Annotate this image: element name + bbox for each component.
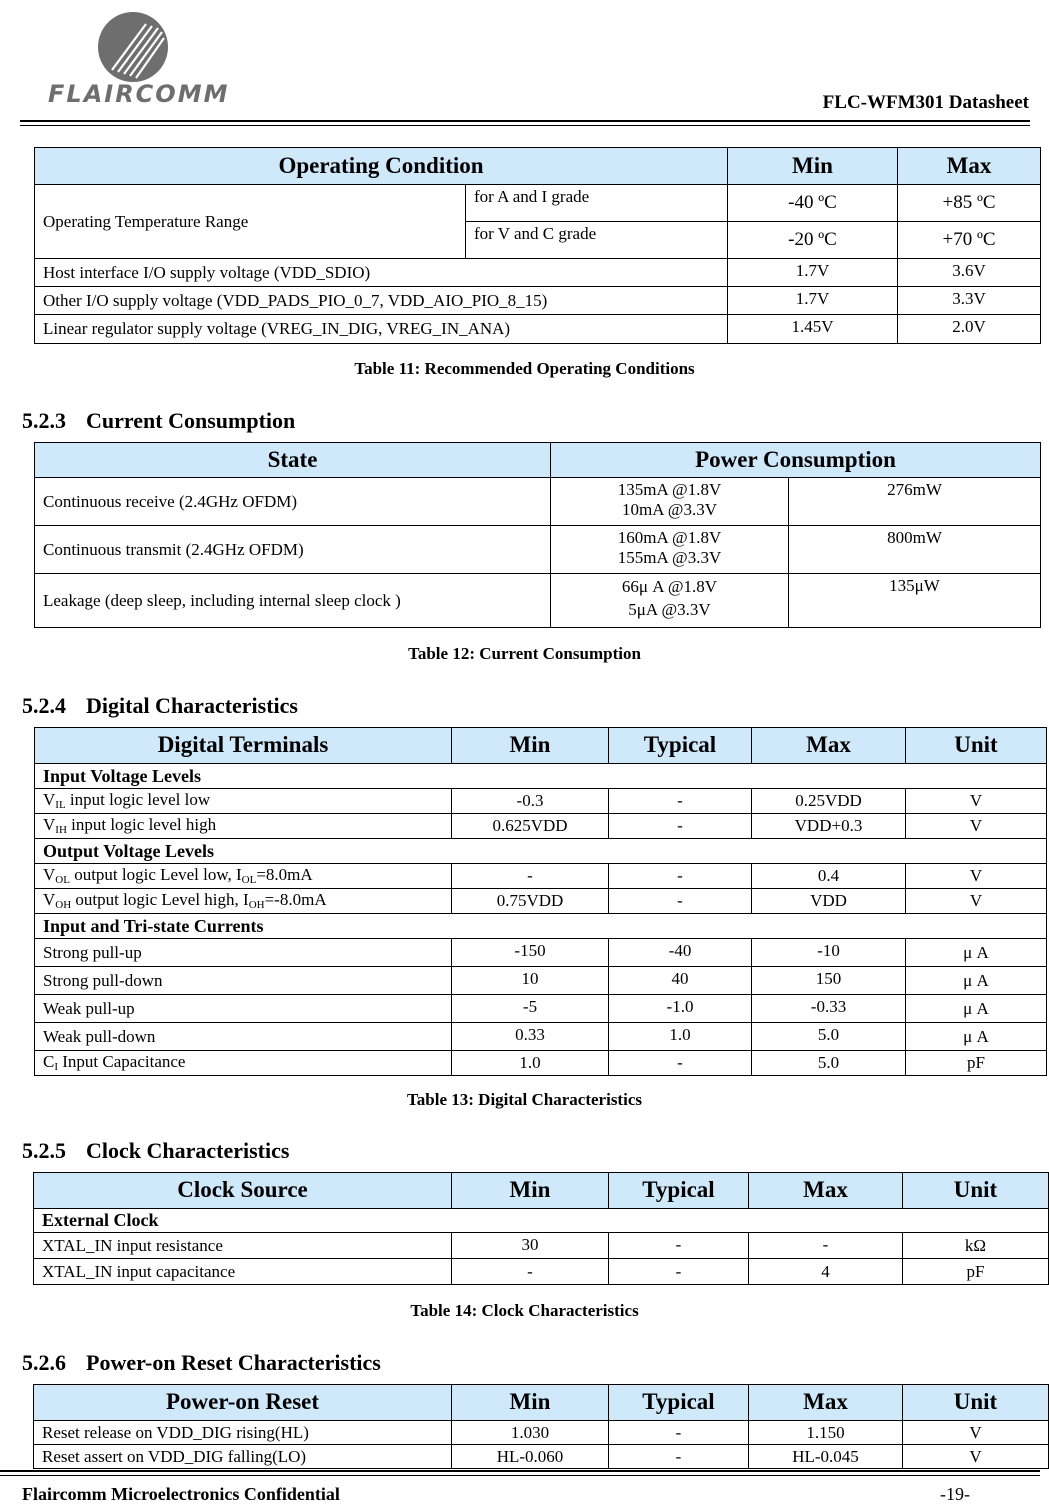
section-heading bbox=[22, 408, 295, 434]
col-header-unit: Unit bbox=[906, 728, 1047, 764]
symbol-subscript: OH bbox=[248, 899, 265, 912]
current-cell bbox=[551, 478, 789, 526]
cell-min: -20 ºC bbox=[728, 222, 898, 259]
label-text: =8.0mA bbox=[256, 865, 313, 885]
col-header-power-on-reset: Power-on Reset bbox=[34, 1385, 452, 1421]
cell-min: - bbox=[452, 864, 609, 889]
power-value: 800mW bbox=[789, 526, 1041, 574]
cell-typical: - bbox=[609, 1445, 749, 1469]
cell-typical: -1.0 bbox=[609, 995, 752, 1023]
cell-max: -0.33 bbox=[752, 995, 906, 1023]
col-header-min: Min bbox=[452, 1385, 609, 1421]
col-header-typical: Typical bbox=[609, 1173, 749, 1209]
symbol-subscript: OH bbox=[55, 899, 72, 912]
current-value: 5μA @3.3V bbox=[628, 599, 711, 619]
cell-min: 1.7V bbox=[728, 259, 898, 287]
current-value: 160mA @1.8V bbox=[617, 528, 722, 547]
cell-typical: - bbox=[609, 1051, 752, 1076]
row-label bbox=[35, 789, 452, 814]
row-label bbox=[35, 1051, 452, 1076]
table-caption: Table 13: Digital Characteristics bbox=[407, 1090, 642, 1109]
symbol-subscript: I bbox=[54, 1061, 59, 1074]
cell-min: 10 bbox=[452, 967, 609, 995]
section-title: Power-on Reset Characteristics bbox=[86, 1350, 381, 1375]
digital-characteristics-table bbox=[34, 727, 1047, 1076]
row-label: Weak pull-up bbox=[35, 995, 452, 1023]
cell-max: +70 ºC bbox=[898, 222, 1041, 259]
cell-min: 1.0 bbox=[452, 1051, 609, 1076]
section-number: 5.2.5 bbox=[22, 1138, 66, 1163]
cell-unit: μ A bbox=[906, 967, 1047, 995]
symbol: C bbox=[43, 1052, 55, 1072]
group-heading: Input and Tri-state Currents bbox=[35, 914, 1047, 939]
cell-max: 0.4 bbox=[752, 864, 906, 889]
cell-min: 1.45V bbox=[728, 315, 898, 344]
label-text: output logic Level low, I bbox=[69, 865, 242, 885]
row-label bbox=[35, 814, 452, 839]
header-rule bbox=[20, 120, 1030, 122]
cell-max: 1.150 bbox=[749, 1421, 903, 1445]
group-heading: Output Voltage Levels bbox=[35, 839, 1047, 864]
current-value: 135mA @1.8V bbox=[617, 480, 722, 499]
row-label: Strong pull-down bbox=[35, 967, 452, 995]
cell-max: 0.25VDD bbox=[752, 789, 906, 814]
power-value: 276mW bbox=[789, 478, 1041, 526]
cell-typical: - bbox=[609, 789, 752, 814]
symbol-subscript: IL bbox=[55, 799, 66, 812]
cell-max: 3.3V bbox=[898, 287, 1041, 315]
current-value: 66μ A @1.8V bbox=[621, 577, 718, 596]
row-label: XTAL_IN input capacitance bbox=[34, 1259, 452, 1285]
cell-typical: 40 bbox=[609, 967, 752, 995]
cell-min: - bbox=[452, 1259, 609, 1285]
state-label: Continuous receive (2.4GHz OFDM) bbox=[35, 478, 551, 526]
footer-rule bbox=[0, 1470, 1040, 1472]
row-label: XTAL_IN input resistance bbox=[34, 1233, 452, 1259]
cell-min: -40 ºC bbox=[728, 185, 898, 222]
col-header-typical: Typical bbox=[609, 728, 752, 764]
cell-typical: 1.0 bbox=[609, 1023, 752, 1051]
section-heading bbox=[22, 693, 298, 719]
label-text: output logic Level high, I bbox=[71, 890, 249, 910]
grade-label: for A and I grade bbox=[466, 185, 728, 222]
row-label bbox=[35, 889, 452, 914]
col-header-unit: Unit bbox=[903, 1385, 1049, 1421]
section-title: Digital Characteristics bbox=[86, 693, 298, 718]
grade-label: for V and C grade bbox=[466, 222, 728, 259]
cell-min: 1.7V bbox=[728, 287, 898, 315]
cell-max: 150 bbox=[752, 967, 906, 995]
state-label: Continuous transmit (2.4GHz OFDM) bbox=[35, 526, 551, 574]
col-header-min: Min bbox=[452, 1173, 609, 1209]
col-header-max: Max bbox=[749, 1173, 903, 1209]
cell-unit: V bbox=[903, 1421, 1049, 1445]
row-label: Strong pull-up bbox=[35, 939, 452, 967]
section-number: 5.2.6 bbox=[22, 1350, 66, 1375]
cell-typical: - bbox=[609, 1259, 749, 1285]
clock-characteristics-table bbox=[33, 1172, 1049, 1285]
temp-range-label: Operating Temperature Range bbox=[35, 185, 466, 259]
col-header-unit: Unit bbox=[903, 1173, 1049, 1209]
cell-min: 0.33 bbox=[452, 1023, 609, 1051]
symbol: V bbox=[43, 790, 56, 810]
cell-unit: V bbox=[906, 889, 1047, 914]
cell-typical: -40 bbox=[609, 939, 752, 967]
cell-min: 30 bbox=[452, 1233, 609, 1259]
section-number: 5.2.3 bbox=[22, 408, 66, 433]
cell-unit: pF bbox=[903, 1259, 1049, 1285]
row-label bbox=[35, 864, 452, 889]
cell-max: 5.0 bbox=[752, 1051, 906, 1076]
current-value: 155mA @3.3V bbox=[617, 547, 722, 567]
cell-typical: - bbox=[609, 1421, 749, 1445]
footer-rule-thin bbox=[0, 1475, 1040, 1476]
logo-text: FLAIRCOMM bbox=[48, 80, 230, 108]
cell-max: - bbox=[749, 1233, 903, 1259]
col-header-typical: Typical bbox=[609, 1385, 749, 1421]
cell-min: 0.625VDD bbox=[452, 814, 609, 839]
power-on-reset-table bbox=[33, 1384, 1049, 1469]
col-header-operating-condition: Operating Condition bbox=[35, 148, 728, 185]
col-header-clock-source: Clock Source bbox=[34, 1173, 452, 1209]
cell-unit: V bbox=[906, 864, 1047, 889]
power-value: 135μW bbox=[789, 574, 1041, 628]
cell-min: 0.75VDD bbox=[452, 889, 609, 914]
col-header-state: State bbox=[35, 443, 551, 478]
cell-max: VDD+0.3 bbox=[752, 814, 906, 839]
cell-unit: μ A bbox=[906, 1023, 1047, 1051]
cell-min: -5 bbox=[452, 995, 609, 1023]
row-label: Reset release on VDD_DIG rising(HL) bbox=[34, 1421, 452, 1445]
company-logo bbox=[40, 6, 230, 108]
cell-min: 1.030 bbox=[452, 1421, 609, 1445]
current-cell bbox=[551, 526, 789, 574]
label-text: Input Capacitance bbox=[58, 1052, 186, 1072]
symbol-subscript: OL bbox=[55, 874, 70, 887]
section-title: Current Consumption bbox=[86, 408, 296, 433]
table-caption: Table 12: Current Consumption bbox=[408, 644, 641, 663]
label-text: =-8.0mA bbox=[264, 890, 327, 910]
cell-typical: - bbox=[609, 1233, 749, 1259]
cell-max: -10 bbox=[752, 939, 906, 967]
cell-max: 3.6V bbox=[898, 259, 1041, 287]
section-title: Clock Characteristics bbox=[86, 1138, 290, 1163]
cell-unit: V bbox=[906, 789, 1047, 814]
footer-confidential: Flaircomm Microelectronics Confidential bbox=[22, 1484, 340, 1504]
group-heading: Input Voltage Levels bbox=[35, 764, 1047, 789]
header-rule-thin bbox=[20, 125, 1030, 126]
row-label: Host interface I/O supply voltage (VDD_SDIO) bbox=[35, 259, 728, 287]
current-value: 10mA @3.3V bbox=[622, 499, 717, 519]
table-caption: Table 11: Recommended Operating Conditions bbox=[354, 359, 695, 378]
cell-max: 4 bbox=[749, 1259, 903, 1285]
cell-unit: V bbox=[903, 1445, 1049, 1469]
cell-unit: μ A bbox=[906, 995, 1047, 1023]
cell-max: HL-0.045 bbox=[749, 1445, 903, 1469]
document-title: FLC-WFM301 Datasheet bbox=[822, 92, 1029, 113]
cell-min: HL-0.060 bbox=[452, 1445, 609, 1469]
logo-mark-icon bbox=[98, 12, 168, 82]
cell-unit: V bbox=[906, 814, 1047, 839]
group-heading: External Clock bbox=[34, 1209, 1049, 1233]
col-header-min: Min bbox=[452, 728, 609, 764]
row-label: Linear regulator supply voltage (VREG_IN_DIG, VREG_IN_ANA) bbox=[35, 315, 728, 344]
col-header-max: Max bbox=[898, 148, 1041, 185]
cell-max: 5.0 bbox=[752, 1023, 906, 1051]
cell-unit: pF bbox=[906, 1051, 1047, 1076]
cell-max: 2.0V bbox=[898, 315, 1041, 344]
symbol: V bbox=[43, 865, 56, 885]
symbol: V bbox=[43, 815, 56, 835]
cell-typical: - bbox=[609, 864, 752, 889]
cell-typical: - bbox=[609, 889, 752, 914]
label-text: input logic level high bbox=[66, 815, 217, 835]
cell-min: -150 bbox=[452, 939, 609, 967]
cell-unit: μ A bbox=[906, 939, 1047, 967]
row-label: Other I/O supply voltage (VDD_PADS_PIO_0_7, VDD_AIO_PIO_8_15) bbox=[35, 287, 728, 315]
cell-max: VDD bbox=[752, 889, 906, 914]
cell-unit: kΩ bbox=[903, 1233, 1049, 1259]
cell-max: +85 ºC bbox=[898, 185, 1041, 222]
label-text: input logic level low bbox=[65, 790, 211, 810]
state-label: Leakage (deep sleep, including internal sleep clock ) bbox=[35, 574, 551, 628]
col-header-max: Max bbox=[749, 1385, 903, 1421]
current-consumption-table bbox=[34, 442, 1041, 628]
section-heading bbox=[22, 1350, 381, 1376]
section-number: 5.2.4 bbox=[22, 693, 66, 718]
current-cell bbox=[551, 574, 789, 628]
cell-typical: - bbox=[609, 814, 752, 839]
col-header-digital-terminals: Digital Terminals bbox=[35, 728, 452, 764]
section-heading bbox=[22, 1138, 289, 1164]
symbol-subscript: OL bbox=[241, 874, 257, 887]
row-label: Reset assert on VDD_DIG falling(LO) bbox=[34, 1445, 452, 1469]
row-label: Weak pull-down bbox=[35, 1023, 452, 1051]
symbol-subscript: IH bbox=[55, 824, 67, 837]
table-caption: Table 14: Clock Characteristics bbox=[410, 1301, 639, 1320]
cell-min: -0.3 bbox=[452, 789, 609, 814]
col-header-max: Max bbox=[752, 728, 906, 764]
operating-conditions-table bbox=[34, 147, 1041, 344]
col-header-min: Min bbox=[728, 148, 898, 185]
page-number: -19- bbox=[940, 1484, 970, 1504]
symbol: V bbox=[43, 890, 56, 910]
col-header-power-consumption: Power Consumption bbox=[551, 443, 1041, 478]
